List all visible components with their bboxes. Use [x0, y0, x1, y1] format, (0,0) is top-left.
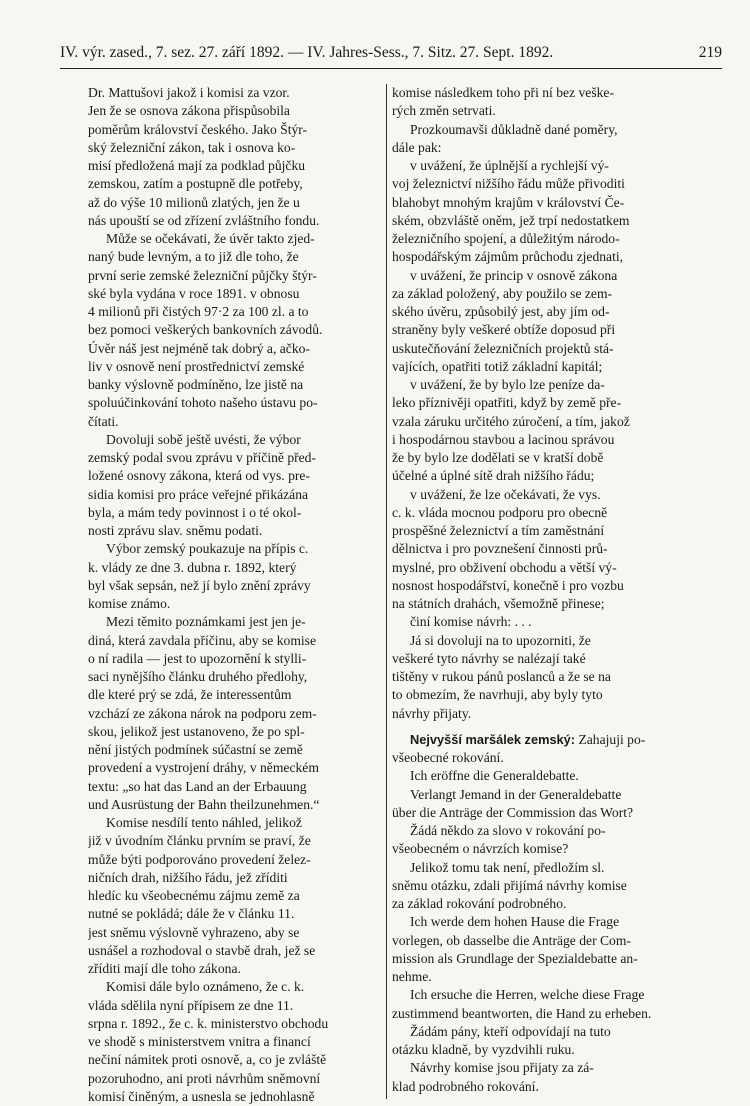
line-text: dělnictva i pro povznešení činnosti prů- — [392, 541, 608, 557]
text-line — [88, 1051, 382, 1069]
text-line — [392, 968, 722, 986]
text-line — [392, 84, 722, 102]
line-text: ve shodě s ministerstvem vnitra a financí — [88, 1034, 311, 1049]
line-text: ničních drah, nižšího řádu, jež zříditi — [88, 869, 288, 885]
text-line — [88, 814, 382, 832]
line-text: über die Anträge der Commission das Wort? — [392, 804, 634, 820]
text-line — [392, 786, 722, 804]
text-line — [88, 230, 382, 248]
line-text: v uvážení, že princip v osnově zákona — [410, 267, 618, 283]
text-line — [88, 84, 382, 102]
line-text: ského úvěru, způsobilý jest, aby jím od- — [392, 304, 610, 319]
line-text: může býti podporováno provedení želez- — [88, 851, 311, 867]
line-text: k. vlády ze dne 3. dubna r. 1892, který — [88, 559, 297, 575]
line-text: skou, jelikož jest ustanoveno, že po spl- — [88, 723, 305, 739]
line-text: až do výše 10 milionů zlatých, jen že u — [88, 194, 300, 210]
line-text: voj železnictví nižšího řádu může přivoditi — [392, 176, 625, 192]
text-line — [392, 139, 722, 157]
text-line — [392, 157, 722, 175]
text-line — [88, 960, 382, 978]
line-text: uskutečňování železničních projektů stá- — [392, 340, 614, 356]
text-line — [88, 905, 382, 923]
text-line — [88, 668, 382, 686]
text-line — [88, 540, 382, 558]
line-text: provedení a vystrojení dráhy, v německém — [88, 760, 319, 776]
text-line — [392, 822, 722, 840]
line-text: liv v osnově není prostřednictví zemské — [88, 358, 305, 374]
text-line — [392, 577, 722, 595]
line-text: nosnost hospodářství, konečně i pro vozbu — [392, 577, 624, 593]
text-line — [392, 749, 722, 767]
line-text: ském, obzvláště oněm, jež trpí nedostatkem — [392, 212, 630, 228]
line-text: naný bude levným, a to již dle toho, že — [88, 249, 299, 265]
text-line — [88, 449, 382, 467]
text-line — [392, 950, 722, 968]
line-text: banky výslovně podmíněno, lze jistě na — [88, 377, 304, 392]
text-line — [88, 431, 382, 449]
line-text: komisí činěným, a usnesla se jednohlasně — [88, 1088, 315, 1104]
text-line — [392, 595, 722, 613]
text-line — [392, 840, 722, 858]
line-text: c. k. vláda mocnou podporu pro obecně — [392, 504, 608, 520]
text-line — [392, 686, 722, 704]
text-line — [88, 394, 382, 412]
line-text: všeobecném o návrzích komise? — [392, 841, 569, 857]
line-text: rých změn setrvati. — [392, 103, 496, 119]
text-line — [392, 1041, 722, 1059]
line-text: účelné a úplné sítě drah nižšího řádu; — [392, 468, 595, 484]
text-line — [88, 467, 382, 485]
text-line — [88, 778, 382, 796]
text-line — [392, 102, 722, 120]
line-text: Výbor zemský poukazuje na přípis c. — [106, 541, 309, 557]
line-text: nosti zprávu slav. sněmu podati. — [88, 523, 263, 538]
line-text: Prozkoumavši důkladně dané poměry, — [410, 121, 618, 137]
text-line — [88, 723, 382, 741]
text-line — [392, 767, 722, 785]
line-text: misí předložená mají za podklad půjčku — [88, 158, 306, 173]
line-text: železničního spojení, a důležitým národo- — [392, 231, 620, 246]
text-line — [88, 303, 382, 321]
text-line — [88, 194, 382, 212]
text-line — [392, 431, 722, 449]
line-text: nění jistých podmínek súčastní se země — [88, 742, 303, 757]
text-line — [392, 632, 722, 650]
text-line — [392, 413, 722, 431]
text-line — [392, 668, 722, 686]
line-text: nečiní námitek proti osnově, a, co je zvláště — [88, 1052, 327, 1068]
text-line — [88, 285, 382, 303]
speaker-name: Nejvyšší maršálek zemský: — [410, 731, 576, 747]
text-line — [392, 248, 722, 266]
line-text: vajících, opatřiti totiž základní kapitál; — [392, 358, 603, 374]
line-text: nehme. — [392, 969, 432, 984]
text-line — [392, 731, 722, 749]
line-text: v uvážení, že by bylo lze peníze da- — [410, 377, 605, 392]
text-line — [88, 157, 382, 175]
line-text: myslné, pro obživení obchodu a větší vý- — [392, 559, 617, 575]
text-line — [88, 924, 382, 942]
line-text: to obmezím, že navrhuji, aby byly tyto — [392, 687, 603, 703]
text-line — [392, 121, 722, 139]
line-text: Zahajuji po- — [575, 731, 646, 747]
line-text: v uvážení, že lze očekávati, že vys. — [410, 486, 601, 502]
line-text: činí komise návrh: . . . — [410, 614, 532, 630]
line-text: komise následkem toho při ní bez veške- — [392, 85, 614, 100]
text-line — [88, 522, 382, 540]
line-text: pozoruhodno, ani proti návrhům sněmovní — [88, 1070, 321, 1086]
text-line — [88, 942, 382, 960]
text-line — [392, 895, 722, 913]
line-text: Jen že se osnova zákona přispůsobila — [88, 103, 290, 119]
text-line — [88, 851, 382, 869]
line-text: komise známo. — [88, 596, 171, 611]
line-text: o ní radila — jest to upozornění k stylli- — [88, 650, 307, 666]
text-line — [392, 650, 722, 668]
line-text: mission als Grundlage der Spezialdebatte an- — [392, 950, 638, 966]
line-text: tištěny v rukou pánů poslanců a že se na — [392, 669, 611, 684]
line-text: Ich eröffne die Generaldebatte. — [410, 768, 579, 784]
line-text: diná, která zavdala příčinu, aby se komise — [88, 632, 316, 648]
text-line — [88, 358, 382, 376]
text-line — [392, 212, 722, 230]
line-text: zemskou, zatím a postupně dle potřeby, — [88, 176, 303, 192]
line-text: za základ rokování podrobného. — [392, 896, 567, 911]
text-line — [392, 804, 722, 822]
line-text: Žádám pány, kteří odpovídají na tuto — [410, 1023, 611, 1039]
line-text: vzala záruku určitého zúročení, a tím, jakož — [392, 413, 630, 429]
line-text: sidia komisi pro práce veřejné přikázána — [88, 486, 309, 502]
line-text: saci nynějšího článku druhého předlohy, — [88, 669, 308, 684]
right-text-column — [392, 84, 722, 1096]
text-line — [88, 705, 382, 723]
line-text: zříditi mají dle toho zákona. — [88, 961, 241, 976]
line-text: byl však sepsán, než jí bylo znění zprávy — [88, 577, 311, 593]
line-text: Úvěr náš jest nejméně tak dobrý a, ačko- — [88, 340, 310, 356]
line-text: ský železniční zákon, tak i osnova ko- — [88, 139, 296, 155]
line-text: leko příznivěji opatřiti, když by země pře- — [392, 395, 622, 411]
line-text: čítati. — [88, 413, 119, 429]
text-line — [392, 394, 722, 412]
text-line — [392, 175, 722, 193]
text-line — [392, 913, 722, 931]
text-line — [392, 285, 722, 303]
text-line — [392, 358, 722, 376]
text-line — [88, 1015, 382, 1033]
text-line — [88, 632, 382, 650]
line-text: ské byla vydána v roce 1891. v obnosu — [88, 285, 300, 301]
text-line — [392, 376, 722, 394]
line-text: blahobyt mnohým krajům v království Če- — [392, 194, 625, 210]
line-text: zemský podal svou zprávu v příčině před- — [88, 450, 317, 465]
line-text: und Ausrüstung der Bahn theilzunehmen.“ — [88, 796, 320, 812]
text-line — [88, 832, 382, 850]
text-line — [392, 522, 722, 540]
text-line — [88, 759, 382, 777]
line-text: Jelikož tomu tak není, předložím sl. — [410, 859, 605, 875]
line-text: dle které prý se zdá, že interessentům — [88, 687, 292, 703]
text-line — [392, 613, 722, 631]
line-text: Verlangt Jemand in der Generaldebatte — [410, 786, 622, 802]
text-line — [88, 887, 382, 905]
text-line — [392, 303, 722, 321]
line-text: bez pomoci veškerých bankovních závodů. — [88, 322, 323, 338]
text-line — [392, 230, 722, 248]
line-text: hledíc ku všeobecnému zájmu země za — [88, 888, 300, 903]
text-line — [88, 321, 382, 339]
line-text: 4 milionů při čistých 97·2 za 100 zl. a to — [88, 304, 309, 319]
line-text: klad podrobného rokování. — [392, 1078, 539, 1094]
line-text: Mezi těmito poznámkami jest jen je- — [106, 614, 306, 630]
line-text: sněmu otázku, zdali přijímá návrhy komise — [392, 877, 627, 893]
text-line — [392, 486, 722, 504]
line-text: textu: „so hat das Land an der Erbauung — [88, 778, 307, 794]
text-line — [88, 978, 382, 996]
text-line — [88, 248, 382, 266]
line-text: Návrhy komise jsou přijaty za zá- — [410, 1060, 594, 1076]
text-line — [88, 613, 382, 631]
line-text: dále pak: — [392, 139, 442, 155]
text-line — [88, 102, 382, 120]
line-text: prospěšné železnictví a tím zaměstnání — [392, 523, 605, 538]
text-line — [392, 540, 722, 558]
text-line — [88, 869, 382, 887]
paragraph-gap — [392, 723, 722, 731]
text-line — [88, 997, 382, 1015]
text-line — [392, 267, 722, 285]
text-line — [88, 1088, 382, 1106]
text-line — [88, 504, 382, 522]
text-line — [392, 705, 722, 723]
text-line — [88, 1033, 382, 1051]
text-line — [88, 212, 382, 230]
line-text: vorlegen, ob dasselbe die Anträge der Com- — [392, 932, 631, 948]
line-text: spoluúčinkování tohoto našeho ústavu po- — [88, 395, 318, 411]
line-text: Ich werde dem hohen Hause die Frage — [410, 914, 620, 930]
line-text: Dovoluji sobě ještě uvésti, že výbor — [106, 431, 301, 447]
text-line — [88, 175, 382, 193]
line-text: Může se očekávati, že úvěr takto zjed- — [106, 231, 315, 246]
text-line — [392, 859, 722, 877]
text-line — [88, 340, 382, 358]
line-text: vláda sdělila nyní přípisem ze dne 11. — [88, 997, 294, 1013]
text-line — [88, 486, 382, 504]
line-text: otázku kladně, by vyzdvihli ruku. — [392, 1042, 575, 1057]
line-text: usnášel a rozhodoval o stavbě drah, jež se — [88, 942, 316, 958]
line-text: i hospodárnou stavbou a lacinou správou — [392, 431, 615, 447]
text-line — [392, 877, 722, 895]
line-text: první serie zemské železniční půjčky štýr- — [88, 267, 317, 283]
text-line — [392, 1078, 722, 1096]
line-text: nutné se pokládá; dále že v článku 11. — [88, 906, 295, 922]
text-line — [392, 194, 722, 212]
text-line — [88, 413, 382, 431]
running-header — [60, 44, 722, 69]
line-text: vzchází ze zákona nárok na podporu zem- — [88, 705, 317, 721]
text-line — [392, 1023, 722, 1041]
text-line — [392, 467, 722, 485]
text-line — [88, 121, 382, 139]
header-session-info: IV. výr. zased., 7. sez. 27. září 1892. — IV. Jahres-Sess., 7. Sitz. 27. Sept. 1892. — [60, 44, 554, 61]
text-line — [88, 595, 382, 613]
line-text: Žádá někdo za slovo v rokování po- — [410, 823, 606, 838]
line-text: jest sněmu výslovně vyhrazeno, aby se — [88, 924, 300, 940]
line-text: ložené osnovy zákona, která od vys. pre- — [88, 468, 310, 484]
text-line — [392, 504, 722, 522]
line-text: návrhy přijaty. — [392, 705, 472, 721]
text-line — [392, 449, 722, 467]
text-line — [392, 340, 722, 358]
column-divider — [386, 84, 387, 1099]
line-text: že by bylo lze dodělati se v kratší době — [392, 450, 604, 465]
text-line — [88, 686, 382, 704]
line-text: srpna r. 1892., že c. k. ministerstvo obchodu — [88, 1015, 329, 1031]
left-text-column — [88, 84, 382, 1106]
text-line — [392, 986, 722, 1004]
page-number: 219 — [698, 44, 722, 61]
text-line — [392, 932, 722, 950]
text-line — [88, 139, 382, 157]
line-text: straněny byly veškeré obtíže doposud při — [392, 322, 616, 338]
line-text: Já si dovoluji na to upozorniti, že — [410, 632, 591, 648]
line-text: Komisi dále bylo oznámeno, že c. k. — [106, 979, 305, 995]
text-line — [392, 1059, 722, 1077]
line-text: byla, a mám tedy povinnost i o té okol- — [88, 504, 302, 520]
line-text: Dr. Mattušovi jakož i komisi za vzor. — [88, 85, 290, 100]
text-line — [392, 559, 722, 577]
line-text: Komise nesdílí tento náhled, jelikož — [106, 815, 302, 830]
text-line — [88, 650, 382, 668]
line-text: již v úvodním článku prvním se praví, že — [88, 833, 311, 849]
line-text: poměrům království českého. Jako Štýr- — [88, 121, 308, 137]
line-text: Ich ersuche die Herren, welche diese Frage — [410, 987, 645, 1003]
text-line — [88, 376, 382, 394]
text-line — [88, 1070, 382, 1088]
text-line — [392, 321, 722, 339]
text-line — [88, 577, 382, 595]
line-text: hospodářským zájmům průchodu zjednati, — [392, 249, 624, 265]
line-text: za základ položený, aby použilo se zem- — [392, 285, 613, 301]
line-text: na státních drahách, všemožně přinese; — [392, 596, 605, 611]
line-text: veškeré tyto návrhy se nalézají také — [392, 650, 586, 666]
text-line — [392, 1005, 722, 1023]
line-text: zustimmend beantworten, die Hand zu erheben. — [392, 1005, 652, 1021]
text-line — [88, 559, 382, 577]
text-line — [88, 267, 382, 285]
text-line — [88, 741, 382, 759]
text-line — [88, 796, 382, 814]
line-text: v uvážení, že úplnější a rychlejší vý- — [410, 158, 609, 173]
line-text: všeobecné rokování. — [392, 750, 504, 765]
line-text: nás upouští se od zřízení zvláštního fondu. — [88, 212, 320, 228]
